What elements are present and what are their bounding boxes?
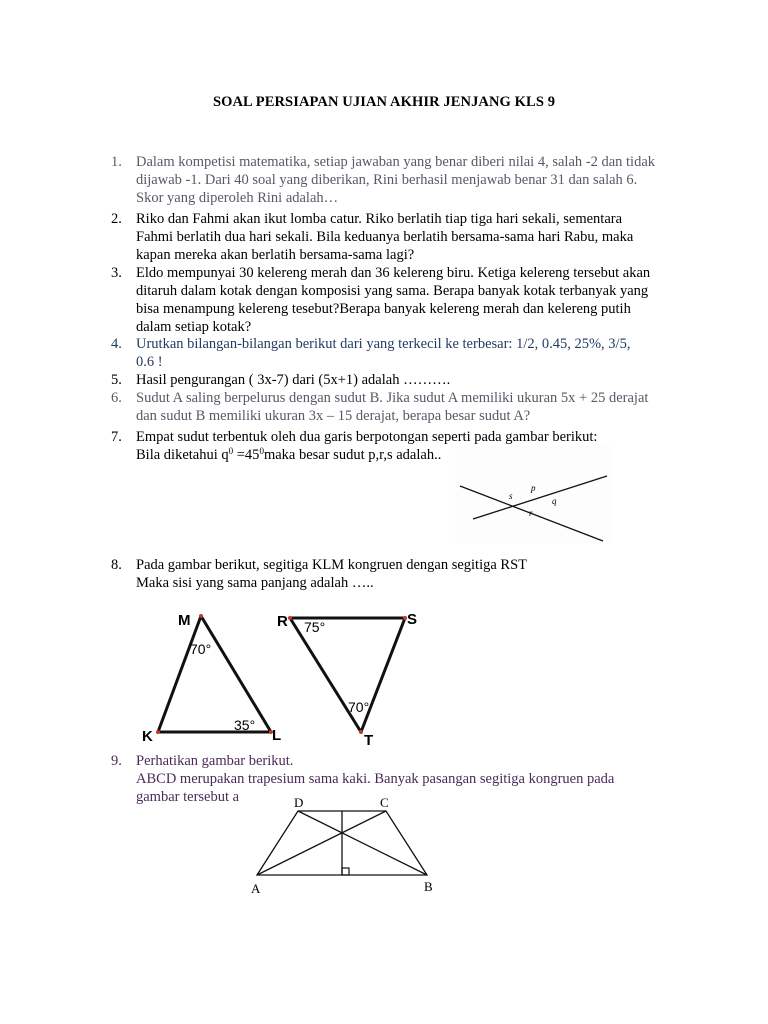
question-text-line: Dalam kompetisi matematika, setiap jawaban yang benar diberi nilai 4, salah -2 dan tidak <box>136 154 656 170</box>
question-number: 3. <box>111 265 122 281</box>
congruent-triangles-figure <box>135 600 435 750</box>
question-text-line: Bila diketahui $q^0$ $=45^0maka$ besar sudut p,r,s adalah.. <box>136 446 442 463</box>
vertex-label-t: T <box>364 732 374 749</box>
vertex-label-r: R <box>277 613 288 630</box>
question-text-line: Riko dan Fahmi akan ikut lomba catur. Riko berlatih tiap tiga hari sekali, sementara <box>136 211 623 227</box>
angle-label-t: 70° <box>348 699 370 715</box>
question-text-line: dan sudut B memiliki ukuran 3x – 15 derajat, berapa besar sudut A? <box>136 408 531 424</box>
question-number: 9. <box>111 753 122 769</box>
question-number: 2. <box>111 211 122 227</box>
figure-background <box>455 446 613 544</box>
question-text-line: Perhatikan gambar berikut. <box>136 753 294 769</box>
vertex-dot-r <box>288 616 292 620</box>
question-text-line: Pada gambar berikut, segitiga KLM kongruen dengan segitiga RST <box>136 557 528 573</box>
question-text-line: Sudut A saling berpelurus dengan sudut B. Jika sudut A memiliki ukuran 5x + 25 derajat <box>136 390 649 406</box>
question-text-line: ditaruh dalam kotak dengan komposisi yang sama. Berapa banyak kotak terbanyak yang <box>136 283 649 299</box>
question-text-line: Hasil pengurangan ( 3x-7) dari (5x+1) adalah ………. <box>136 372 451 388</box>
page-title: SOAL PERSIAPAN UJIAN AKHIR JENJANG KLS 9 <box>212 94 556 110</box>
question-text-line: Skor yang diperoleh Rini adalah… <box>136 190 339 206</box>
vertex-label-d: D <box>294 795 304 810</box>
angle-label-p: p <box>531 483 536 493</box>
vertex-label-c: C <box>380 795 389 810</box>
vertex-label-m: M <box>178 612 191 629</box>
question-text-line: dalam setiap kotak? <box>136 319 252 335</box>
intersecting-lines-figure <box>455 446 615 546</box>
vertex-label-l: L <box>272 727 282 744</box>
vertex-dot-m <box>199 614 203 618</box>
question-text-line: Fahmi berlatih dua hari sekali. Bila keduanya berlatih bersama-sama hari Rabu, maka <box>136 229 634 245</box>
question-number: 1. <box>111 154 122 170</box>
question-text-line: dijawab -1. Dari 40 soal yang diberikan, Rini berhasil menjawab benar 31 dan salah 6. <box>136 172 638 188</box>
question-text-line: bisa menampung kelereng tesebut?Berapa banyak kelereng merah dan kelereng putih <box>136 301 631 317</box>
angle-label-s: s <box>509 491 513 501</box>
angle-label-l: 35° <box>234 717 256 733</box>
angle-label-r: r <box>529 508 533 518</box>
question-number: 7. <box>111 429 122 445</box>
vertex-dot-t <box>359 730 363 734</box>
figure-background <box>240 792 450 902</box>
vertex-label-k: K <box>142 728 153 745</box>
angle-label-m: 70° <box>190 641 212 657</box>
trapezoid-figure <box>240 792 450 902</box>
question-text-line: Maka sisi yang sama panjang adalah ….. <box>136 575 374 591</box>
vertex-label-b: B <box>424 879 433 894</box>
question-number: 4. <box>111 336 122 352</box>
vertex-dot-k <box>156 730 160 734</box>
question-text-line: ABCD merupakan trapesium sama kaki. Banyak pasangan segitiga kongruen pada <box>136 771 615 787</box>
question-number: 5. <box>111 372 122 388</box>
triangle-klm <box>158 616 271 732</box>
question-number: 8. <box>111 557 122 573</box>
question-text-line: 0.6 ! <box>136 354 163 370</box>
question-text-line: Eldo mempunyai 30 kelereng merah dan 36 kelereng biru. Ketiga kelereng tersebut akan <box>136 265 651 281</box>
question-number: 6. <box>111 390 122 406</box>
angle-label-r: 75° <box>304 619 326 635</box>
vertex-label-s: S <box>407 611 418 628</box>
question-text-line: gambar tersebut a <box>136 789 240 805</box>
vertex-label-a: A <box>251 881 261 896</box>
question-text-line: Urutkan bilangan-bilangan berikut dari yang terkecil ke terbesar: 1/2, 0.45, 25%, 3/5, <box>136 336 631 352</box>
angle-label-q: q <box>552 496 557 506</box>
question-text-line: Empat sudut terbentuk oleh dua garis berpotongan seperti pada gambar berikut: <box>136 429 598 445</box>
question-text-line: kapan mereka akan berlatih bersama-sama lagi? <box>136 247 415 263</box>
